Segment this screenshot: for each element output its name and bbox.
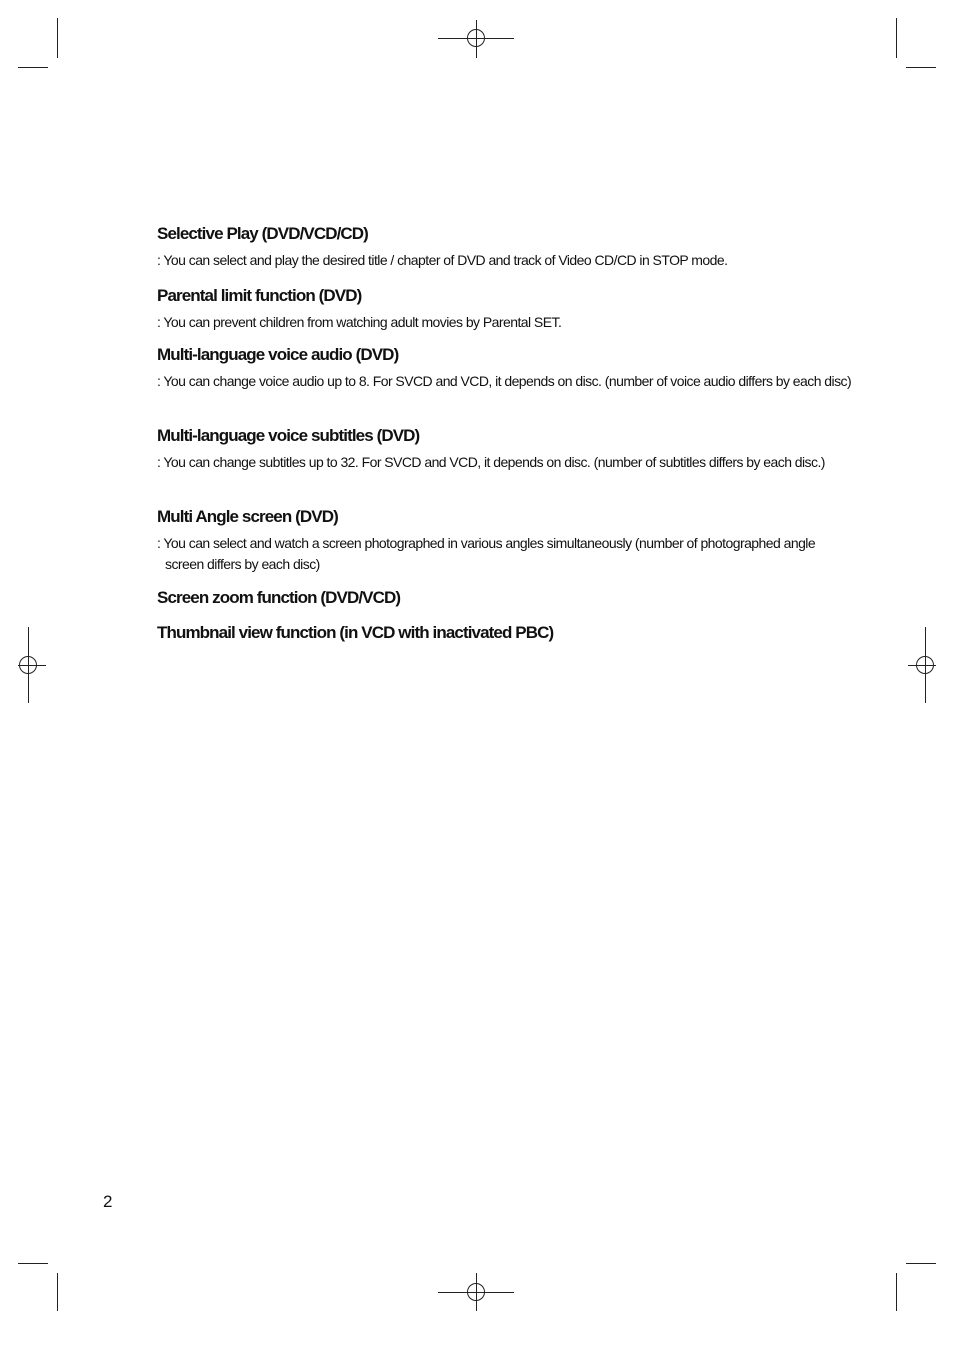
feature-description: : You can select and watch a screen photographed in various angles simultaneously (number of photographed angle screen differs by each disc) [157,535,816,572]
feature-multi-angle [157,505,857,575]
feature-title: Parental limit function (DVD) [157,286,362,305]
feature-parental-limit [157,284,857,333]
feature-title: Selective Play (DVD/VCD/CD) [157,224,368,243]
feature-description: : You can change subtitles up to 32. For SVCD and VCD, it depends on disc. (number of subtitles differs by each disc.) [157,454,825,470]
feature-description: : You can prevent children from watching adult movies by Parental SET. [157,314,562,330]
feature-title: Thumbnail view function (in VCD with inactivated PBC) [157,623,554,642]
feature-title: Multi-language voice subtitles (DVD) [157,426,420,445]
feature-description: : You can change voice audio up to 8. For SVCD and VCD, it depends on disc. (number of voice audio differs by each disc) [157,373,852,389]
feature-screen-zoom [157,586,857,610]
feature-thumbnail-view [157,621,857,645]
feature-title: Multi-language voice audio (DVD) [157,345,399,364]
feature-description: : You can select and play the desired title / chapter of DVD and track of Video CD/CD in STOP mode. [157,252,728,268]
feature-title: Multi Angle screen (DVD) [157,507,338,526]
page-number: 2 [103,1192,113,1211]
feature-title: Screen zoom function (DVD/VCD) [157,588,401,607]
feature-selective-play [157,222,857,271]
feature-multi-language-subtitles [157,424,857,473]
feature-multi-language-audio [157,343,857,392]
